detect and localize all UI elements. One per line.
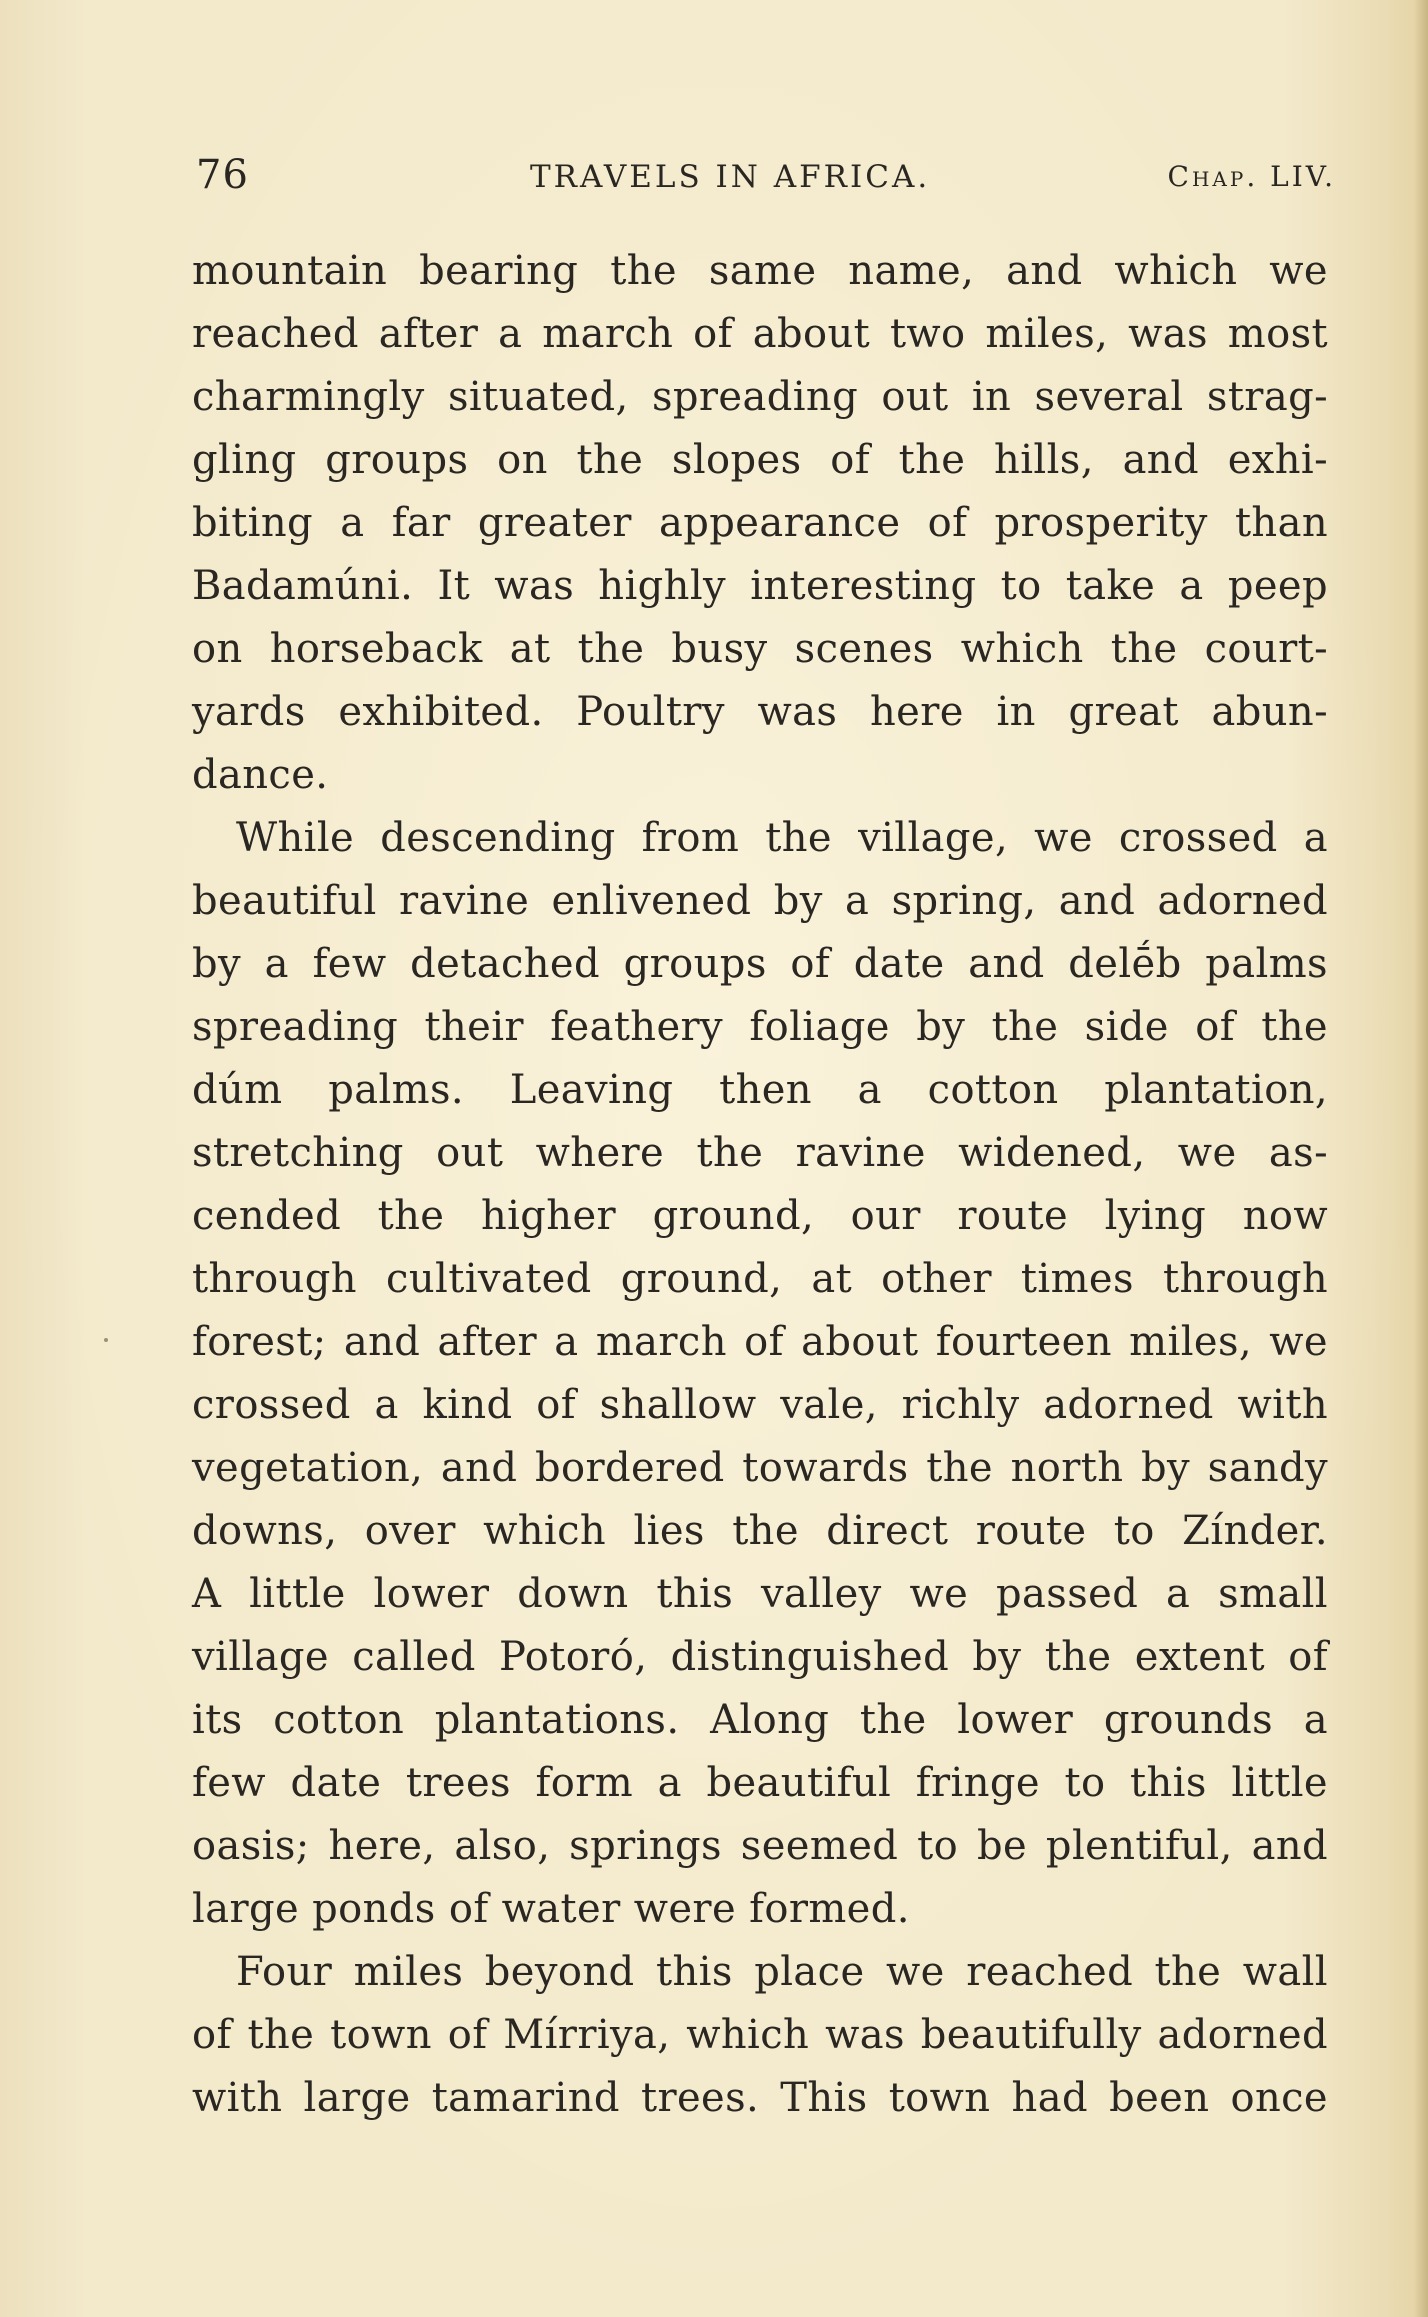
text-line: reached after a march of about two miles, was most — [192, 311, 1328, 357]
text-line: charmingly situated, spreading out in several strag- — [192, 374, 1328, 420]
text-line: with large tamarind trees. This town had been once — [192, 2075, 1328, 2121]
text-line: few date trees form a beautiful fringe to this little — [192, 1760, 1328, 1806]
text-line: oasis; here, also, springs seemed to be plentiful, and — [192, 1823, 1328, 1869]
text-line: yards exhibited. Poultry was here in great abun- — [192, 689, 1328, 735]
text-line: spreading their feathery foliage by the side of the — [192, 1004, 1328, 1050]
text-line: of the town of Mírriya, which was beautifully adorned — [192, 2012, 1328, 2058]
text-line: dance. — [192, 752, 329, 798]
running-title: TRAVELS IN AFRICA. — [530, 159, 931, 195]
text-line: biting a far greater appearance of prosperity than — [192, 500, 1328, 546]
text-line: While descending from the village, we crossed a — [236, 815, 1328, 861]
text-line: stretching out where the ravine widened, we as- — [192, 1130, 1328, 1176]
text-line: its cotton plantations. Along the lower grounds a — [192, 1697, 1328, 1743]
text-line: by a few detached groups of date and delḗb palms — [192, 941, 1328, 987]
text-line: mountain bearing the same name, and which we — [192, 248, 1328, 294]
page-edge-shadow — [1414, 0, 1428, 2317]
text-line: vegetation, and bordered towards the north by sandy — [192, 1445, 1328, 1491]
text-line: gling groups on the slopes of the hills, and exhi- — [192, 437, 1328, 483]
margin-speck — [104, 1338, 108, 1342]
text-line: Four miles beyond this place we reached the wall — [236, 1949, 1328, 1995]
chapter-reference: Chap. LIV. — [1167, 160, 1336, 193]
text-line: downs, over which lies the direct route to Zínder. — [192, 1508, 1328, 1554]
text-line: on horseback at the busy scenes which the court- — [192, 626, 1328, 672]
running-header — [196, 150, 1336, 200]
text-line: through cultivated ground, at other times through — [192, 1256, 1328, 1302]
text-line: beautiful ravine enlivened by a spring, and adorned — [192, 878, 1328, 924]
body-text — [192, 240, 1328, 2130]
text-line: cended the higher ground, our route lying now — [192, 1193, 1328, 1239]
text-line: crossed a kind of shallow vale, richly adorned with — [192, 1382, 1328, 1428]
text-line: forest; and after a march of about fourteen miles, we — [192, 1319, 1328, 1365]
page-number: 76 — [196, 152, 249, 198]
text-line: Badamúni. It was highly interesting to take a peep — [192, 563, 1328, 609]
text-line: large ponds of water were formed. — [192, 1886, 910, 1932]
text-line: dúm palms. Leaving then a cotton plantation, — [192, 1067, 1328, 1113]
text-line: A little lower down this valley we passed a small — [192, 1571, 1328, 1617]
text-line: village called Potoró, distinguished by the extent of — [192, 1634, 1328, 1680]
